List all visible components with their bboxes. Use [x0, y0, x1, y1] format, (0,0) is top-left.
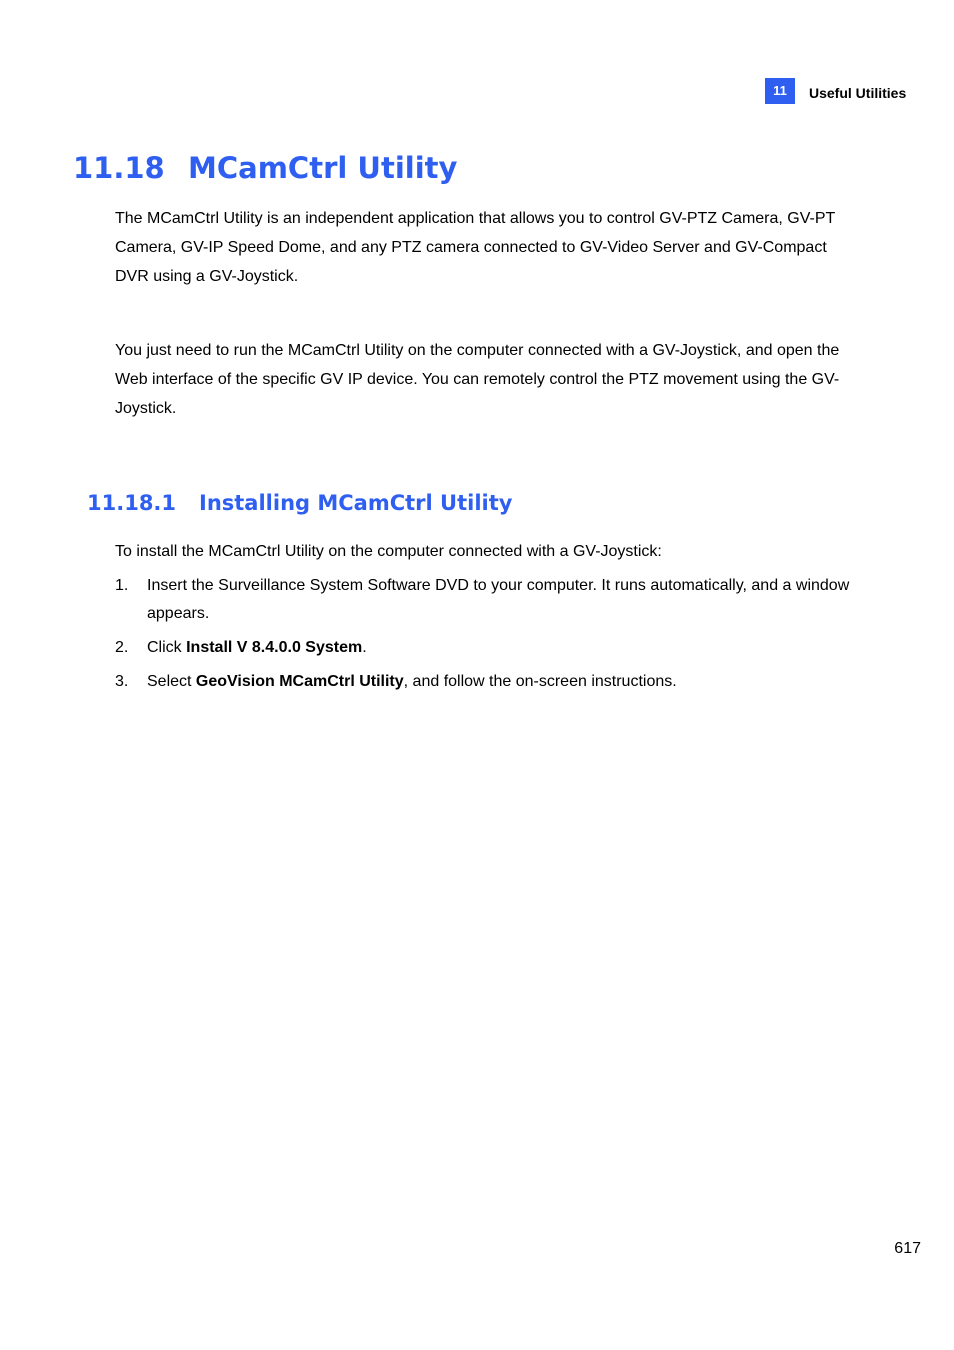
usage-paragraph: You just need to run the MCamCtrl Utility on the computer connected with a GV-Joystick, and open the Web interface of the specific GV IP device. You can remotely control the PTZ movement using the GV-Joystick.	[115, 342, 840, 417]
subsection-number: 11.18.1	[87, 491, 177, 515]
chapter-number-badge: 11	[765, 78, 795, 104]
page-number: 617	[894, 1240, 921, 1257]
section-heading	[73, 148, 457, 188]
step-text: Insert the Surveillance System Software DVD to your computer. It runs automatically, and a window appears.	[147, 577, 850, 622]
step-text-prefix: Select	[147, 673, 196, 690]
intro-paragraph: The MCamCtrl Utility is an independent application that allows you to control GV-PTZ Camera, GV-PT Camera, GV-IP Speed Dome, and any PTZ camera connected to GV-Video Server and GV-Compact DVR using a GV-Joystick.	[115, 210, 836, 285]
install-step	[115, 668, 850, 696]
step-text-bold: Install V 8.4.0.0 System	[186, 639, 363, 656]
install-step	[115, 634, 850, 662]
step-marker: 2.	[115, 639, 129, 656]
step-text-suffix: , and follow the on-screen instructions.	[403, 673, 677, 690]
install-steps-list	[115, 572, 850, 702]
step-text-suffix: .	[362, 639, 367, 656]
subsection-title: Installing MCamCtrl Utility	[199, 491, 513, 515]
install-intro: To install the MCamCtrl Utility on the computer connected with a GV-Joystick:	[115, 543, 662, 560]
section-number: 11.18	[73, 151, 165, 185]
chapter-title: Useful Utilities	[809, 85, 907, 101]
install-step	[115, 572, 850, 628]
step-text-bold: GeoVision MCamCtrl Utility	[195, 673, 404, 690]
step-marker: 3.	[115, 673, 129, 690]
subsection-heading	[87, 488, 512, 518]
step-marker: 1.	[115, 577, 129, 594]
section-title: MCamCtrl Utility	[188, 151, 458, 185]
step-text-prefix: Click	[147, 639, 187, 656]
